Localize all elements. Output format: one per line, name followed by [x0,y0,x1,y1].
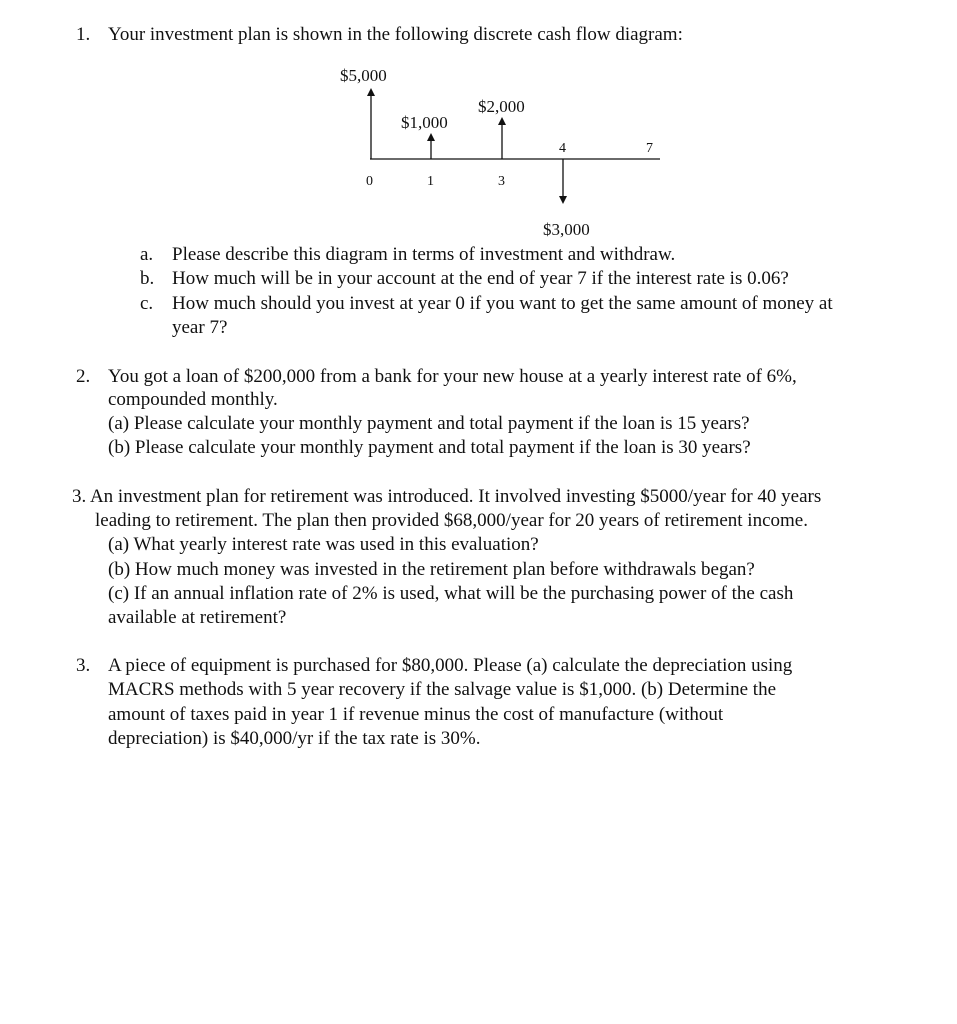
flow-label-year-0: $5,000 [340,66,387,85]
q4-line4: depreciation) is $40,000/yr if the tax rate is 30%. [108,728,481,749]
q4-number: 3. [76,655,91,676]
axis-label-3: 3 [498,174,505,189]
q1-part-c-label: c. [140,293,154,314]
q3-part-a: (a) What yearly interest rate was used in this evaluation? [108,534,539,555]
q3-line1: 3. An investment plan for retirement was introduced. It involved investing $5000/year for 40 years [72,486,822,507]
q2-number: 2. [76,366,91,387]
q1-part-a-text: Please describe this diagram in terms of investment and withdraw. [172,244,676,265]
q1-part-b-label: b. [140,268,155,289]
q1-number: 1. [76,24,91,45]
axis-label-4: 4 [559,141,566,156]
q2-part-b: (b) Please calculate your monthly payment and total payment if the loan is 30 years? [108,437,751,458]
q1-part-c-text-line2: year 7? [172,317,228,338]
flow-label-year-1: $1,000 [401,113,448,132]
q1-part-a-label: a. [140,244,154,265]
q3-part-c-line1: (c) If an annual inflation rate of 2% is used, what will be the purchasing power of the cash [108,583,794,604]
q2-part-a: (a) Please calculate your monthly payment and total payment if the loan is 15 years? [108,413,750,434]
axis-label-7: 7 [646,141,653,156]
q4-line1: A piece of equipment is purchased for $80,000. Please (a) calculate the depreciation using [108,655,793,676]
q3-part-b: (b) How much money was invested in the retirement plan before withdrawals began? [108,559,755,580]
axis-label-1: 1 [427,174,434,189]
q3-part-c-line2: available at retirement? [108,607,287,628]
q1-text: Your investment plan is shown in the following discrete cash flow diagram: [108,24,683,45]
q2-line1: You got a loan of $200,000 from a bank for your new house at a yearly interest rate of 6%, [108,366,797,387]
axis-label-0: 0 [366,174,373,189]
q1-part-b-text: How much will be in your account at the end of year 7 if the interest rate is 0.06? [172,268,789,289]
cash-flow-diagram [0,0,957,260]
q3-line2: leading to retirement. The plan then provided $68,000/year for 20 years of retirement income. [95,510,808,531]
flow-label-year-4: $3,000 [543,220,590,239]
q4-line3: amount of taxes paid in year 1 if revenue minus the cost of manufacture (without [108,704,724,725]
q4-line2: MACRS methods with 5 year recovery if the salvage value is $1,000. (b) Determine the [108,679,776,700]
flow-label-year-3: $2,000 [478,97,525,116]
q2-line2: compounded monthly. [108,389,278,410]
q1-part-c-text-line1: How much should you invest at year 0 if you want to get the same amount of money at [172,293,833,314]
